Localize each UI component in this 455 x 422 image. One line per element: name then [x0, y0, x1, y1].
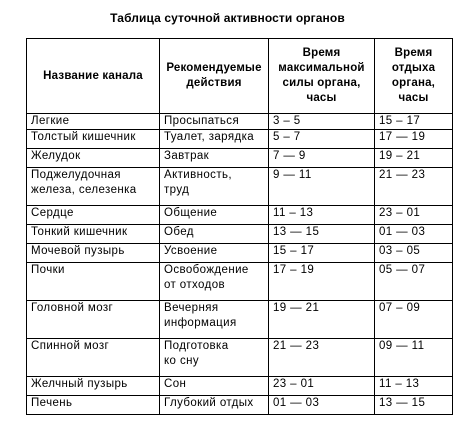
max-time-cell-text: 5 – 7 [273, 131, 301, 143]
channel-cell [27, 339, 160, 377]
table-row [27, 149, 453, 168]
max-time-cell [269, 263, 375, 301]
action-cell [160, 149, 269, 168]
channel-cell [27, 244, 160, 263]
rest-time-cell [375, 168, 453, 206]
max-time-cell [269, 339, 375, 377]
rest-time-cell-text: 05 — 07 [379, 264, 426, 276]
rest-time-cell-text: 01 — 03 [379, 226, 426, 238]
rest-time-cell-text: 03 – 05 [379, 245, 421, 257]
table-row [27, 263, 453, 301]
channel-cell [27, 114, 160, 130]
max-time-cell-text: 15 – 17 [273, 245, 315, 257]
max-time-cell [269, 168, 375, 206]
action-cell [160, 114, 269, 130]
rest-time-cell [375, 263, 453, 301]
table-row [27, 168, 453, 206]
max-time-cell-text: 9 — 11 [273, 169, 312, 181]
rest-time-cell [375, 225, 453, 244]
max-time-cell-text: 7 — 9 [273, 150, 306, 162]
table-row [27, 339, 453, 377]
table-row [27, 130, 453, 149]
channel-cell [27, 263, 160, 301]
table-row [27, 377, 453, 396]
rest-time-cell [375, 339, 453, 377]
organ-activity-table [26, 38, 453, 415]
max-time-cell [269, 149, 375, 168]
channel-cell [27, 130, 160, 149]
channel-cell-text: Тонкий кишечник [31, 226, 128, 238]
max-time-cell [269, 396, 375, 415]
rest-time-cell [375, 114, 453, 130]
action-cell-text: Туалет, зарядка [164, 131, 255, 143]
table-row [27, 225, 453, 244]
rest-time-cell-text: 21 — 23 [379, 169, 426, 181]
table-body [27, 114, 453, 415]
max-time-cell-text: 13 — 15 [273, 226, 320, 238]
action-cell-text: Завтрак [164, 150, 210, 162]
action-cell [160, 301, 269, 339]
rest-time-cell-text: 07 – 09 [379, 302, 421, 314]
action-cell [160, 396, 269, 415]
table-header-row [27, 39, 453, 114]
rest-time-cell-text: 19 – 21 [379, 150, 421, 162]
rest-time-cell-text: 15 – 17 [379, 115, 421, 127]
action-cell-text: Глубокий отдых [164, 397, 254, 409]
rest-time-cell-text: 23 – 01 [379, 207, 421, 219]
channel-cell-text: Почки [31, 264, 65, 276]
rest-time-cell-text: 09 — 11 [379, 340, 425, 352]
max-time-cell [269, 301, 375, 339]
action-cell-text: Сон [164, 378, 187, 390]
action-cell-text: Подготовка ко сну [164, 340, 229, 367]
channel-cell [27, 149, 160, 168]
header-channel-name: Название канала [27, 39, 160, 114]
channel-cell-text: Поджелудочная железа, селезенка [31, 169, 137, 196]
rest-time-cell [375, 396, 453, 415]
rest-time-cell [375, 244, 453, 263]
max-time-cell [269, 114, 375, 130]
max-time-cell [269, 225, 375, 244]
rest-time-cell-text: 13 — 15 [379, 397, 426, 409]
table-row [27, 301, 453, 339]
action-cell-text: Усвоение [164, 245, 218, 257]
action-cell [160, 377, 269, 396]
channel-cell [27, 301, 160, 339]
header-recommended-actions: Рекомендуемые действия [160, 39, 269, 114]
action-cell-text: Общение [164, 207, 218, 219]
channel-cell-text: Легкие [31, 115, 70, 127]
max-time-cell-text: 19 — 21 [273, 302, 320, 314]
channel-cell [27, 377, 160, 396]
action-cell [160, 130, 269, 149]
channel-cell [27, 168, 160, 206]
max-time-cell-text: 23 – 01 [273, 378, 315, 390]
max-time-cell [269, 206, 375, 225]
rest-time-cell [375, 377, 453, 396]
action-cell [160, 225, 269, 244]
table-row [27, 244, 453, 263]
action-cell-text: Просыпаться [164, 115, 240, 127]
max-time-cell [269, 377, 375, 396]
action-cell-text: Обед [164, 226, 194, 238]
max-time-cell [269, 130, 375, 149]
channel-cell-text: Головной мозг [31, 302, 114, 314]
action-cell [160, 168, 269, 206]
rest-time-cell [375, 206, 453, 225]
channel-cell-text: Толстый кишечник [31, 131, 136, 143]
channel-cell [27, 206, 160, 225]
max-time-cell-text: 11 – 13 [273, 207, 314, 219]
rest-time-cell-text: 17 — 19 [379, 131, 426, 143]
table-row [27, 396, 453, 415]
channel-cell-text: Сердце [31, 207, 74, 219]
channel-cell [27, 396, 160, 415]
table-row [27, 114, 453, 130]
action-cell-text: Освобождение от отходов [164, 264, 249, 291]
rest-time-cell [375, 130, 453, 149]
action-cell [160, 339, 269, 377]
channel-cell-text: Печень [31, 397, 73, 409]
rest-time-cell [375, 149, 453, 168]
action-cell-text: Вечерняя информация [164, 302, 237, 329]
channel-cell-text: Спинной мозг [31, 340, 110, 352]
action-cell-text: Активность, труд [164, 169, 232, 196]
rest-time-cell-text: 11 – 13 [379, 378, 420, 390]
channel-cell-text: Желчный пузырь [31, 378, 128, 390]
table-row [27, 206, 453, 225]
max-time-cell-text: 3 – 5 [273, 115, 301, 127]
header-max-strength-time: Время максимальной силы органа, часы [269, 39, 375, 114]
channel-cell-text: Желудок [31, 150, 81, 162]
channel-cell-text: Мочевой пузырь [31, 245, 125, 257]
header-rest-time: Время отдыха органа, часы [375, 39, 453, 114]
channel-cell [27, 225, 160, 244]
action-cell [160, 206, 269, 225]
max-time-cell-text: 01 — 03 [273, 397, 320, 409]
action-cell [160, 244, 269, 263]
rest-time-cell [375, 301, 453, 339]
max-time-cell-text: 21 — 23 [273, 340, 320, 352]
max-time-cell [269, 244, 375, 263]
max-time-cell-text: 17 – 19 [273, 264, 315, 276]
page-title: Таблица суточной активности органов [110, 11, 345, 25]
action-cell [160, 263, 269, 301]
